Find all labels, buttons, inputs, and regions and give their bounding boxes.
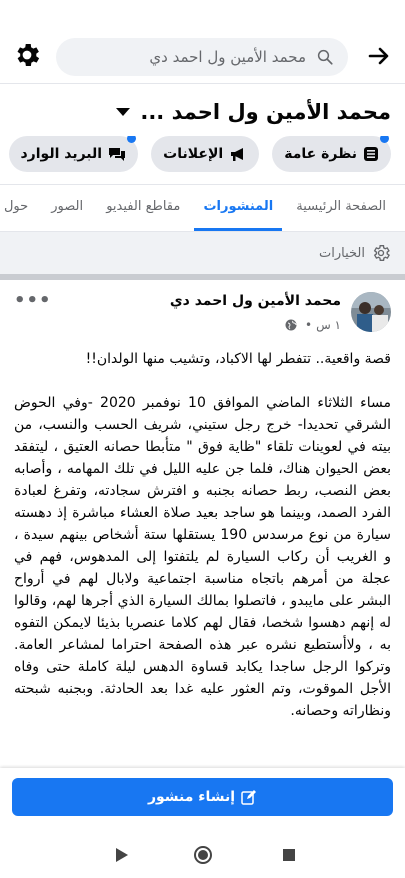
chip-label: نظرة عامة (284, 146, 357, 162)
chip-overview[interactable] (272, 136, 391, 172)
page-actions-chips (0, 136, 405, 176)
back-triangle-icon[interactable] (110, 844, 132, 866)
tab-photos[interactable]: الصور (51, 199, 84, 214)
post-author[interactable]: محمد الأمين ول احمد دي (169, 293, 341, 309)
chip-inbox[interactable] (9, 136, 139, 172)
post-paragraph: مساء الثلاثاء الماضي الموافق 10 نوفمبر 2020 -وفي الحوض الشرقي تحديدا- خرج رجل ستيني، شريف الحسب والنسب، من بيته في لعوينات تلقاء "ظاية فوق " متأبطا حصانه العتيق ، ليتفقد بعض الحيوان هناك، فلما جن عليه الليل في تلك المهامه ، وأصابه بعض النصب، ربط حصانه بجنبه و افترش سجادته، وتفرغ لعبادة الفرد الصمد، وبينما هو ساجد بعيد صلاة العشاء مباشرة إذ دهسته سيارة من نوع مرسدس 190 يستقلها ستة أشخاص بينهم سيدة ، و الغريب أن ركاب السيارة لم يلتفتوا إلى المدهوس، فهم في عجلة من أمرهم باتجاه مناسبة اجتماعية ولابال لهم في أرواح البشر على مايبدو ، فاتصلوا بمالك السيارة الذي أجرها لهم، وقالوا له إنهم دهسوا شخصا، فقال لهم كلاما عنصريا بذيئا لايمكن التفوه به ، ولاأستطيع نشره عبر هذه الصفحة احتراما لمشاعر العامة. وتركوا الرجل ساجدا يكابد قساوة الدهس ليلة كاملة حتى وفاه الأجل الموقوت، وتم العثور عليه غدا بعد الحادثة. وبجنبه شبحته ونظاراته وحصانه. (14, 395, 391, 719)
tab-about[interactable]: حول (3, 199, 29, 214)
create-post-label: إنشاء منشور (147, 789, 236, 805)
edit-icon (241, 789, 257, 805)
arrow-right-icon[interactable] (367, 44, 391, 68)
home-circle-icon[interactable] (192, 844, 214, 866)
chip-label: البريد الوارد (20, 146, 103, 162)
tab-posts[interactable]: المنشورات (194, 185, 282, 231)
chip-ads[interactable] (151, 136, 259, 172)
create-post-bar (0, 768, 405, 832)
page-tabs (0, 184, 405, 232)
post-meta (285, 318, 341, 332)
post-body (14, 348, 391, 744)
top-bar (0, 0, 405, 84)
notification-dot (127, 136, 136, 143)
gear-icon[interactable] (12, 40, 44, 72)
chevron-down-icon[interactable] (116, 108, 130, 116)
tab-home[interactable]: الصفحة الرئيسية (296, 199, 386, 214)
post-time[interactable]: ١ س (316, 318, 341, 332)
system-navbar (0, 832, 405, 878)
search-icon (316, 48, 334, 66)
chip-label: الإعلانات (163, 146, 224, 162)
page-header[interactable] (116, 100, 391, 124)
options-label: الخيارات (319, 245, 365, 261)
meta-separator: • (305, 318, 313, 332)
post-card (0, 280, 405, 766)
more-options-icon[interactable]: ••• (14, 290, 52, 311)
tab-videos[interactable]: مقاطع الفيديو (106, 199, 181, 214)
list-icon (363, 146, 379, 162)
post-paragraph: قصة واقعية.. تتفطر لها الاكباد، وتشيب منها الولدان!! (85, 351, 391, 367)
search-input[interactable] (56, 38, 348, 76)
avatar[interactable] (351, 292, 391, 332)
page-title: محمد الأمين ول احمد ... (140, 100, 391, 124)
options-row[interactable] (0, 232, 405, 274)
messages-icon (108, 146, 126, 162)
notification-dot (380, 136, 389, 143)
search-query: محمد الأمين ول احمد دي (149, 48, 306, 66)
gear-outline-icon (371, 243, 391, 263)
recents-square-icon[interactable] (278, 844, 300, 866)
globe-icon (285, 319, 297, 331)
create-post-button[interactable] (12, 778, 393, 816)
megaphone-icon (229, 146, 247, 162)
